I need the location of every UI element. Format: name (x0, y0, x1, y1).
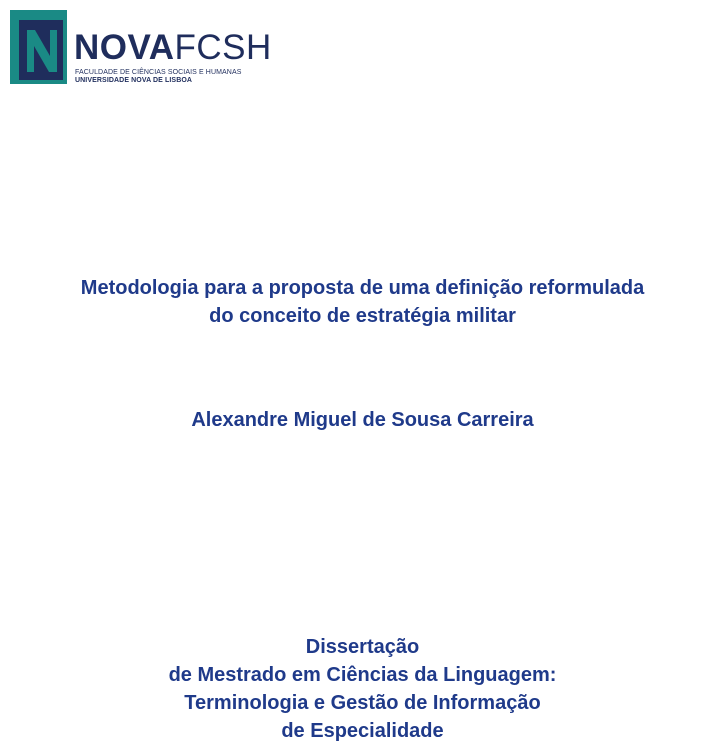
degree-line-3: Terminologia e Gestão de Informação (184, 692, 541, 714)
degree-line-4: de Especialidade (281, 720, 444, 742)
novafcsh-logo (10, 10, 290, 86)
author-name: Alexandre Miguel de Sousa Carreira (191, 409, 534, 431)
logo-university-name: UNIVERSIDADE NOVA DE LISBOA (75, 77, 193, 84)
logo-faculty-name: FACULDADE DE CIÊNCIAS SOCIAIS E HUMANAS (75, 69, 242, 76)
degree-description (0, 633, 725, 745)
logo-wordmark (74, 28, 272, 68)
degree-line-1: Dissertação (305, 636, 420, 658)
logo-fcsh-text: FCSH (174, 28, 272, 67)
thesis-title-line-2: do conceito de estratégia militar (209, 305, 516, 327)
thesis-title-line-1: Metodologia para a proposta de uma definição reformulada (80, 277, 645, 299)
logo-nova-text: NOVA (74, 28, 175, 67)
degree-line-2: de Mestrado em Ciências da Linguagem: (168, 664, 557, 686)
thesis-title (0, 274, 725, 330)
nova-n-logo-mark (10, 10, 67, 84)
